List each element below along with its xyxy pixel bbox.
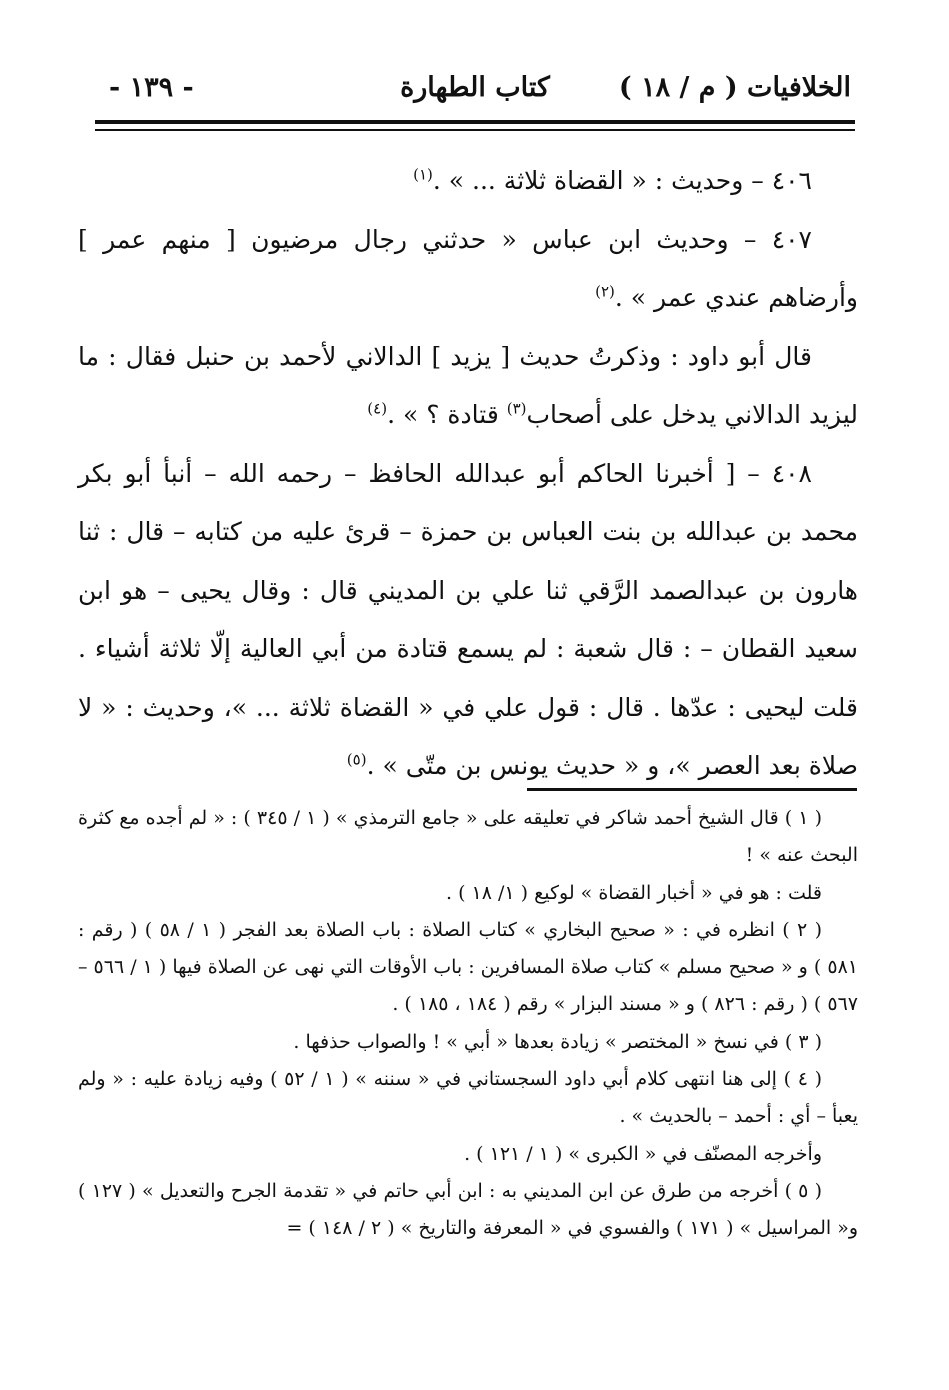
footnote-4: ( ٤ ) إلى هنا انتهى كلام أبي داود السجستاني في « سننه » ( ١ / ٥٢ ) وفيه زيادة عليه : « ولم يعبأ – أي : أحمد – بالحديث » . — [78, 1068, 858, 1128]
header-section-title: الخلافيات ( م / ١٨ ) — [618, 72, 851, 103]
footnote-1-continuation: قلت : هو في « أخبار القضاة » لوكيع ( ١/ ١٨ ) . — [446, 881, 822, 904]
header-rule-thick — [95, 120, 855, 124]
footnotes — [78, 800, 858, 1248]
footnote-ref-1: (١) — [413, 165, 433, 184]
running-header — [95, 68, 855, 112]
hadith-408 — [78, 445, 858, 796]
hadith-406-text: ٤٠٦ – وحديث : « القضاة ثلاثة ... » . — [432, 166, 812, 195]
footnote-3: ( ٣ ) في نسخ « المختصر » زيادة بعدها « أبي » ! والصواب حذفها . — [293, 1030, 822, 1053]
footnote-ref-2: (٢) — [595, 282, 615, 301]
footnote-4-continuation: وأخرجه المصنّف في « الكبرى » ( ١ / ١٢١ ) . — [464, 1142, 822, 1165]
footnote-5: ( ٥ ) أخرجه من طرق عن ابن المديني به : ابن أبي حاتم في « تقدمة الجرح والتعديل » ( ١٢٧ ) و« المراسيل » ( ١٧١ ) والفسوي في « المعرفة والتاريخ » ( ٢ / ١٤٨ ) = — [78, 1179, 858, 1240]
footnote-1: ( ١ ) قال الشيخ أحمد شاكر في تعليقه على « جامع الترمذي » ( ١ / ٣٤٥ ) : « لم أجده مع كثرة البحث عنه » ! — [78, 807, 858, 867]
header-book-title: كتاب الطهارة — [400, 72, 550, 103]
footnote-2: ( ٢ ) انظره في : « صحيح البخاري » كتاب الصلاة : باب الصلاة بعد الفجر ( ١ / ٥٨ ) ( رقم : ٥٨١ ) و « صحيح مسلم » كتاب صلاة المسافرين : باب الأوقات التي نهى عن الصلاة فيها ( ١ / ٥٦٦ – ٥٦٧ ) ( رقم : ٨٢٦ ) و « مسند البزار » رقم ( ١٨٤ ، ١٨٥ ) . — [78, 918, 858, 1016]
abu-dawud-text-a: قال أبو داود : وذكرتُ حديث [ يزيد ] الدالاني لأحمد بن حنبل فقال : ما ليزيد الدالاني يدخل على أصحاب — [78, 341, 858, 429]
abu-dawud-paragraph — [78, 328, 858, 445]
footnote-ref-3: (٣) — [506, 399, 527, 418]
hadith-407-text: ٤٠٧ – وحديث ابن عباس « حدثني رجال مرضيون [ منهم عمر ] وأرضاهم عندي عمر » . — [78, 224, 858, 312]
hadith-407 — [78, 211, 858, 328]
page-number: - ١٣٩ - — [109, 72, 194, 103]
main-text — [78, 152, 858, 796]
hadith-406 — [78, 152, 858, 211]
footnote-ref-5: (٥) — [346, 750, 367, 769]
hadith-408-text: ٤٠٨ – [ أخبرنا الحاكم أبو عبدالله الحافظ – رحمه الله – أنبأ أبو بكر محمد بن عبدالله بن بنت العباس بن حمزة – قرئ عليه من كتابه – قال : ثنا هارون بن عبدالصمد الرَّقي ثنا علي بن المديني قال : وقال يحيى – هو ابن سعيد القطان – : قال شعبة : لم يسمع قتادة من أبي العالية إلّا ثلاثة أشياء . قلت ليحيى : عدّها . قال : قول علي في « القضاة ثلاثة ... »، وحديث : « لا صلاة بعد العصر »، و « حديث يونس بن متّى » . — [78, 458, 858, 780]
footnote-ref-4: (٤) — [367, 399, 388, 418]
header-rule-thin — [95, 129, 855, 131]
footnote-separator — [527, 788, 857, 791]
abu-dawud-text-b: قتادة ؟ » . — [387, 400, 507, 429]
